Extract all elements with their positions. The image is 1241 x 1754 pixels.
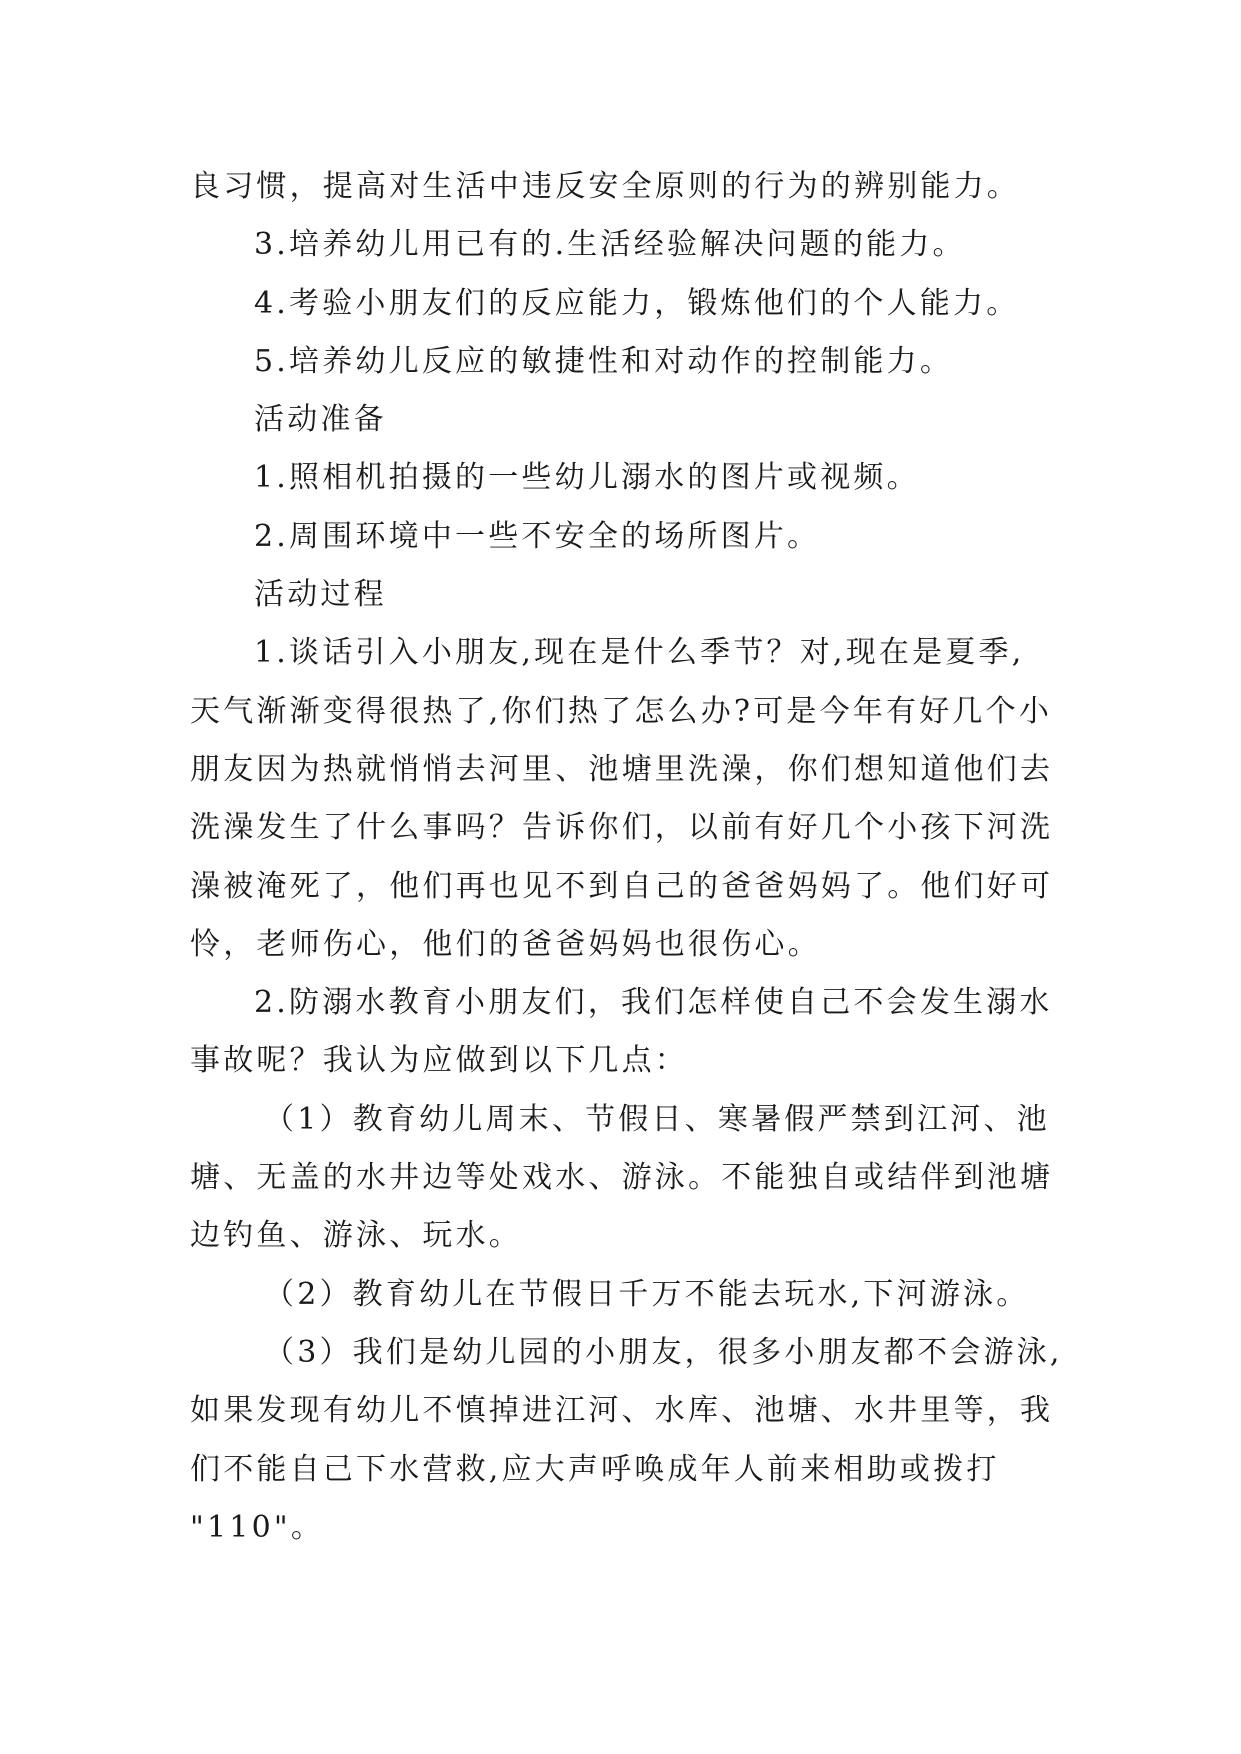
text-line: 塘、无盖的水井边等处戏水、游泳。不能独自或结伴到池塘 (190, 1160, 1054, 1196)
section-heading-process: 活动过程 (254, 577, 387, 613)
rule-item-2: （2）教育幼儿在节假日千万不能去玩水,下河游泳。 (264, 1276, 1030, 1312)
text-line: 良习惯，提高对生活中违反安全原则的行为的辨别能力。 (190, 169, 1020, 204)
text-line: 澡被淹死了，他们再也见不到自己的爸爸妈妈了。他们好可 (190, 868, 1054, 904)
objective-item-5: 5.培养幼儿反应的敏捷性和对动作的控制能力。 (254, 343, 954, 379)
text-line: 洗澡发生了什么事吗？告诉你们，以前有好几个小孩下河洗 (190, 810, 1054, 846)
process-step-1: 1.谈话引入小朋友,现在是什么季节？对,现在是夏季, (254, 635, 1025, 671)
preparation-item-2: 2.周围环境中一些不安全的场所图片。 (254, 518, 821, 554)
rule-item-1: （1）教育幼儿周末、节假日、寒暑假严禁到江河、池 (264, 1101, 1050, 1137)
preparation-item-1: 1.照相机拍摄的一些幼儿溺水的图片或视频。 (254, 460, 920, 496)
rule-item-3: （3）我们是幼儿园的小朋友，很多小朋友都不会游泳, (264, 1334, 1063, 1370)
text-line: "110"。 (190, 1509, 325, 1545)
objective-item-4: 4.考验小朋友们的反应能力，锻炼他们的个人能力。 (254, 285, 1020, 321)
text-line: 们不能自己下水营救,应大声呼唤成年人前来相助或拨打 (190, 1451, 1000, 1487)
text-line: 朋友因为热就悄悄去河里、池塘里洗澡，你们想知道他们去 (190, 751, 1054, 787)
text-line: 事故呢？我认为应做到以下几点： (190, 1043, 688, 1079)
text-line: 如果发现有幼儿不慎掉进江河、水库、池塘、水井里等，我 (190, 1393, 1054, 1429)
document-body (190, 158, 1070, 1557)
section-heading-preparation: 活动准备 (254, 402, 387, 438)
process-step-2: 2.防溺水教育小朋友们，我们怎样使自己不会发生溺水 (254, 985, 1053, 1021)
text-line: 天气渐渐变得很热了,你们热了怎么办?可是今年有好几个小 (190, 693, 1053, 729)
text-line: 边钓鱼、游泳、玩水。 (190, 1218, 522, 1254)
objective-item-3: 3.培养幼儿用已有的.生活经验解决问题的能力。 (254, 227, 966, 263)
text-line: 怜，老师伤心，他们的爸爸妈妈也很伤心。 (190, 926, 821, 962)
